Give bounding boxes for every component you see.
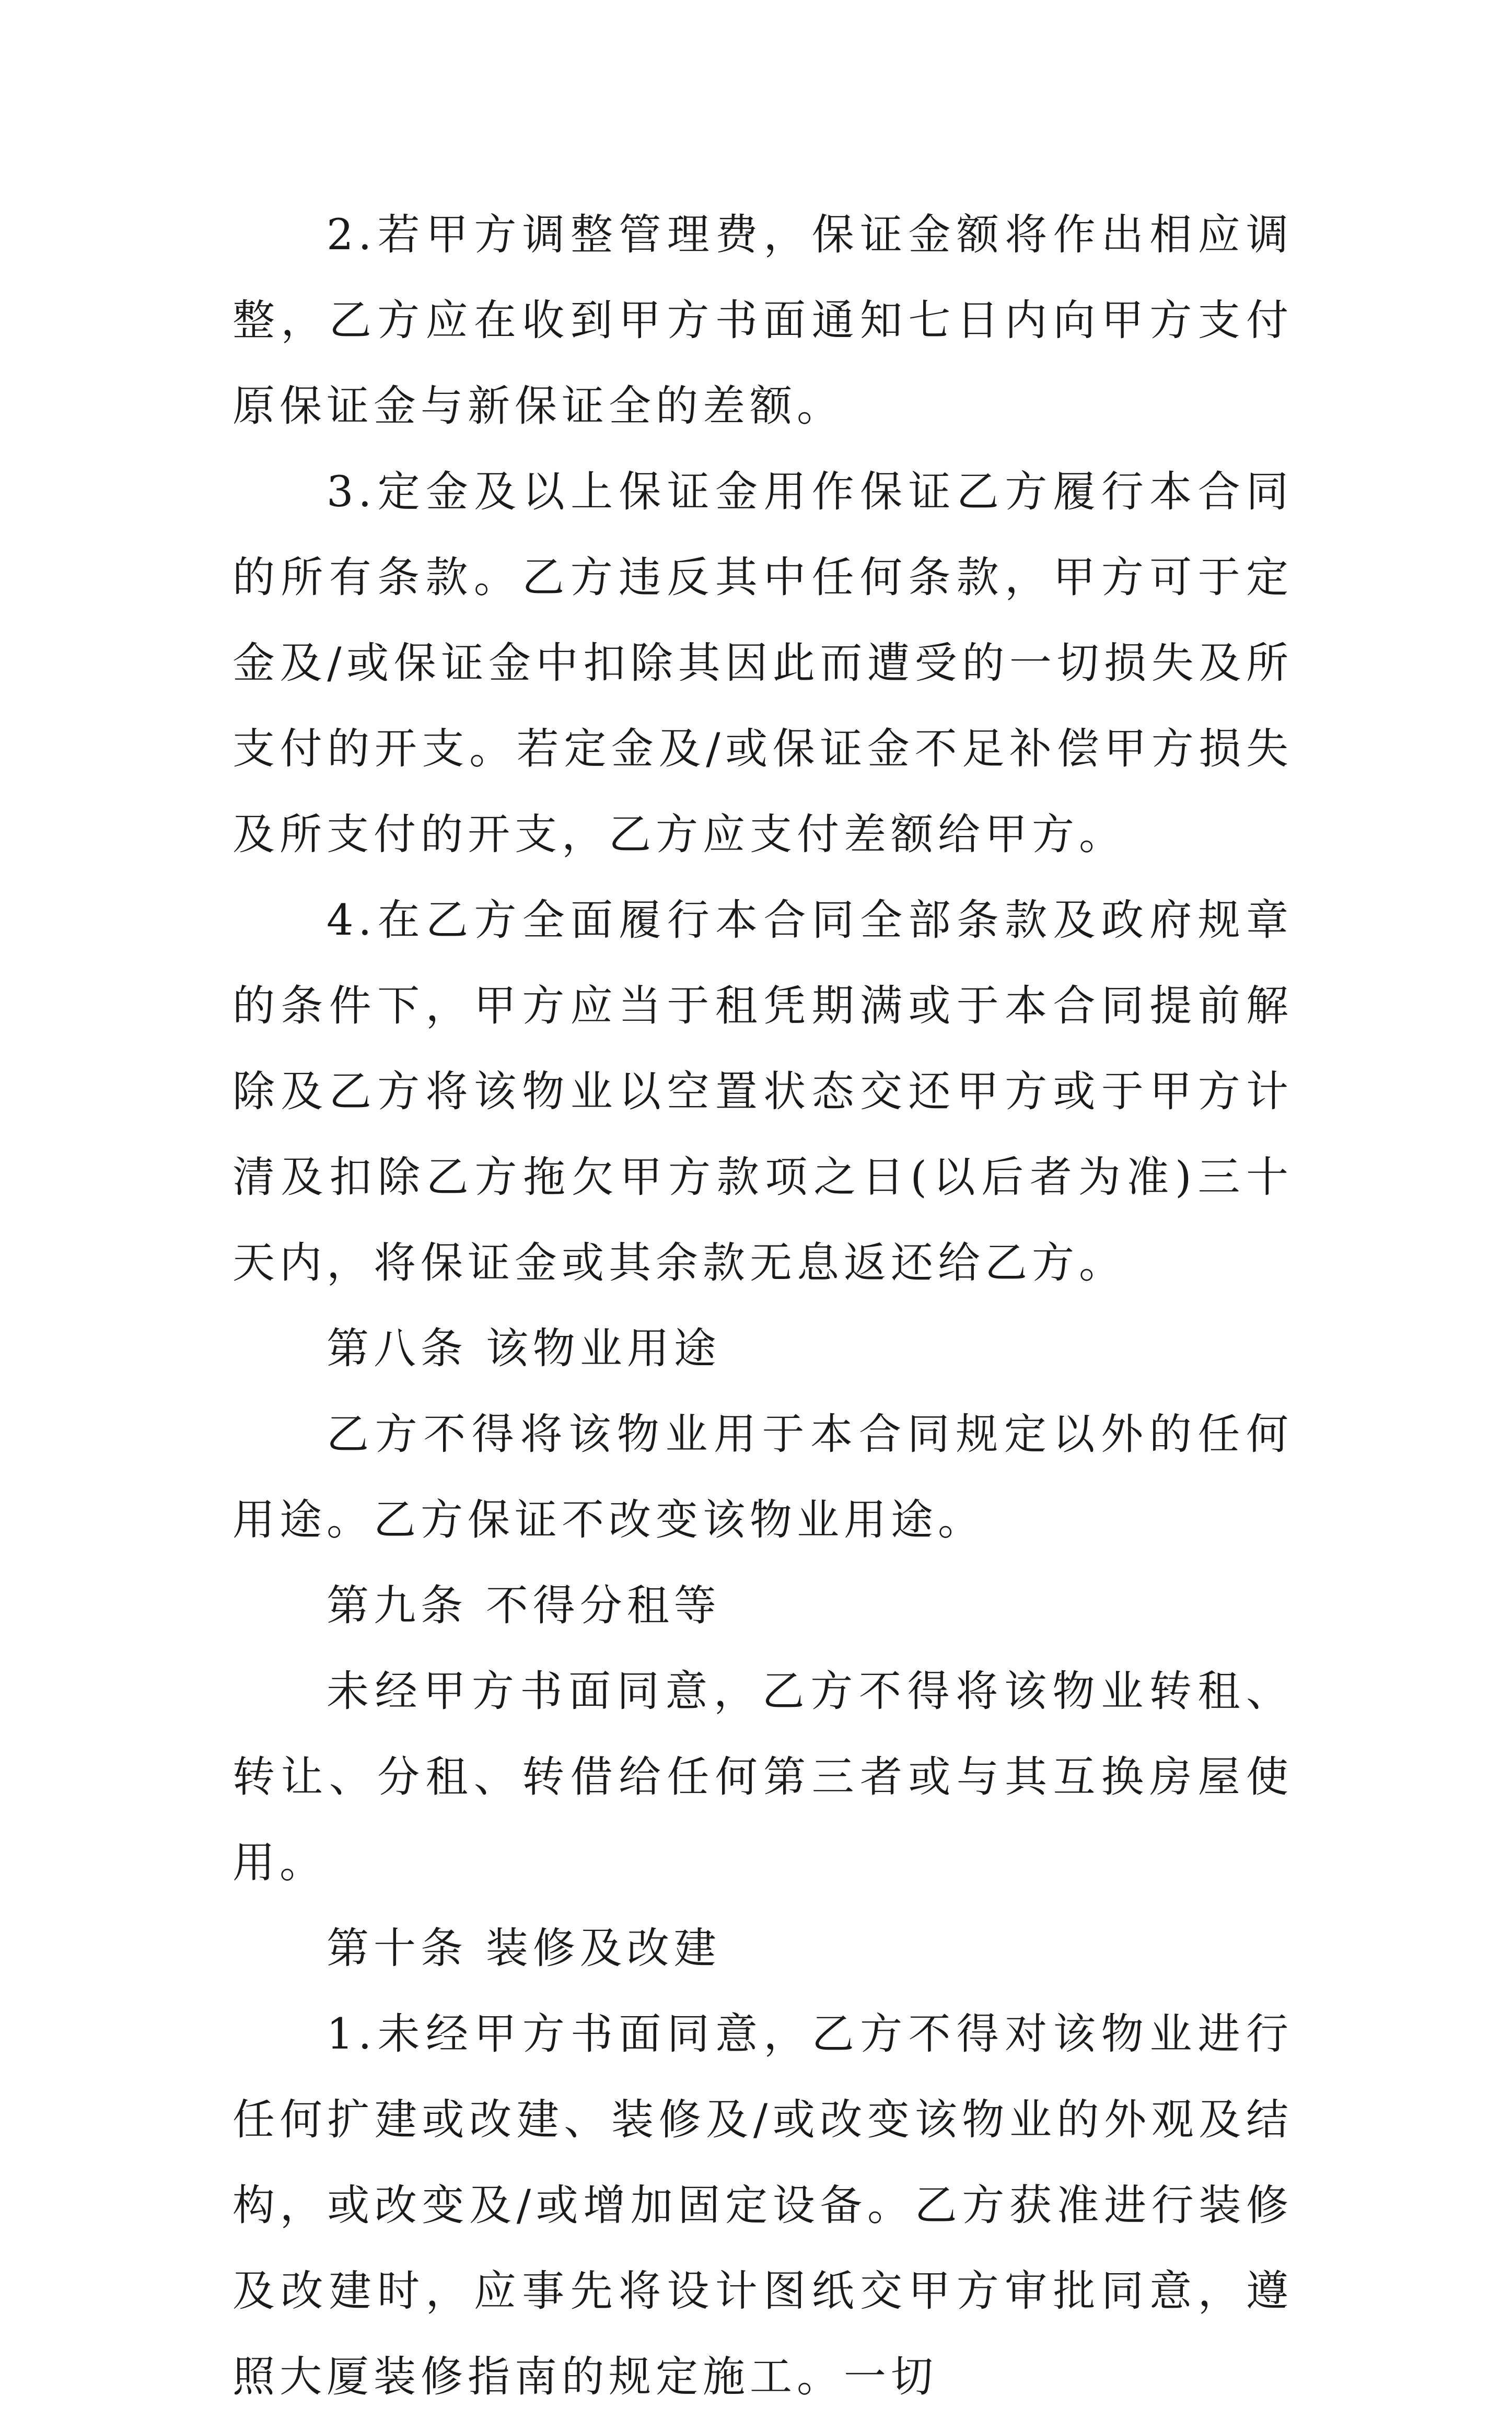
- clause-paragraph-deposit-adjustment: 2.若甲方调整管理费，保证金额将作出相应调整，乙方应在收到甲方书面通知七日内向甲方支付原保证金与新保证全的差额。: [232, 211, 1293, 431]
- clause-paragraph-no-sublease: 未经甲方书面同意，乙方不得将该物业转租、转让、分租、转借给任何第三者或与其互换房屋使用。: [232, 1667, 1293, 1888]
- article-heading-8: 第八条 该物业用途: [327, 1324, 721, 1374]
- article-heading-10: 第十条 装修及改建: [327, 1924, 721, 1973]
- clause-paragraph-deposit-refund: 4.在乙方全面履行本合同全部条款及政府规章的条件下，甲方应当于租凭期满或于本合同提前解除及乙方将该物业以空置状态交还甲方或于甲方计清及扣除乙方拖欠甲方款项之日(以后者为准)三十天内，将保证金或其余款无息返还给乙方。: [232, 896, 1293, 1288]
- clause-paragraph-deposit-purpose: 3.定金及以上保证金用作保证乙方履行本合同的所有条款。乙方违反其中任何条款，甲方可于定金及/或保证金中扣除其因此而遭受的一切损失及所支付的开支。若定金及/或保证金不足补偿甲方损失及所支付的开支，乙方应支付差额给甲方。: [232, 468, 1293, 859]
- clause-paragraph-renovation: 1.未经甲方书面同意，乙方不得对该物业进行任何扩建或改建、装修及/或改变该物业的外观及结构，或改变及/或增加固定设备。乙方获准进行装修及改建时，应事先将设计图纸交甲方审批同意，遵照大厦装修指南的规定施工。一切: [232, 2010, 1293, 2402]
- clause-paragraph-property-use: 乙方不得将该物业用于本合同规定以外的任何用途。乙方保证不改变该物业用途。: [232, 1410, 1293, 1545]
- article-heading-9: 第九条 不得分租等: [327, 1581, 721, 1631]
- document-body: [232, 192, 1293, 2420]
